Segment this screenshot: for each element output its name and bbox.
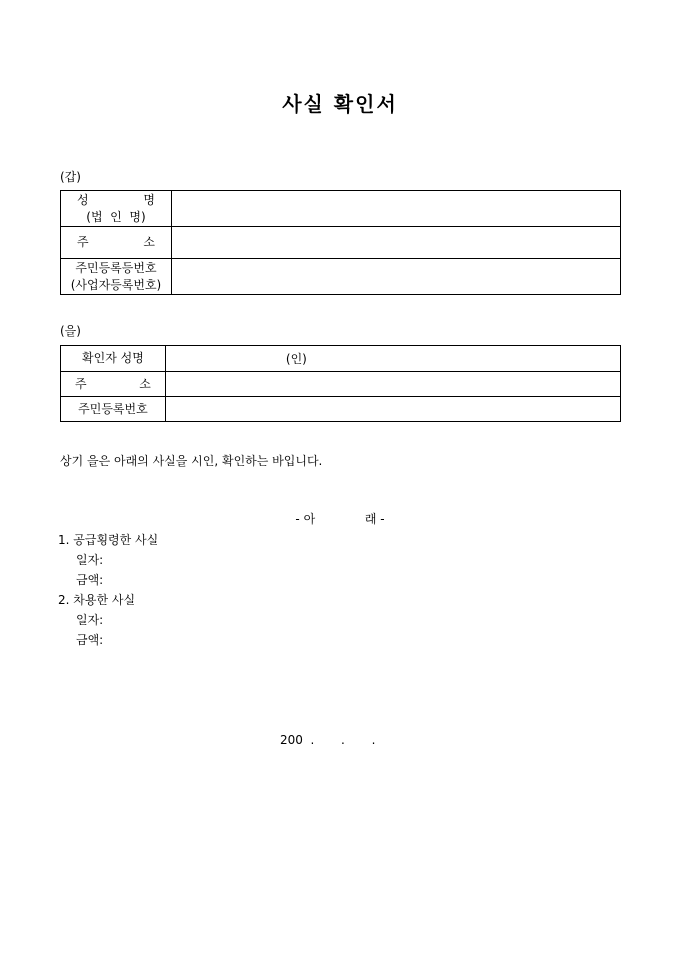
party-b-name-field[interactable]: [165, 346, 620, 372]
corporate-name-label: (법 인 명): [86, 209, 146, 224]
party-a-table: [60, 190, 621, 295]
party-b-address-field[interactable]: [165, 372, 620, 397]
list-item-title: 1. 공급횡령한 사실: [58, 533, 159, 547]
list-item-date-label: 일자:: [76, 553, 104, 567]
list-item-amount-label: 금액:: [76, 633, 104, 647]
seal-mark: (인): [285, 352, 307, 366]
address-label-b-left: 주: [75, 376, 87, 391]
party-a-name-row: [61, 191, 621, 227]
address-label-b: [61, 372, 166, 397]
name-label: [61, 191, 172, 227]
section-heading: [0, 510, 680, 527]
address-label-right: 소: [143, 235, 155, 249]
document-title: 사실 확인서: [282, 92, 398, 116]
id-label: [61, 259, 172, 295]
statement-text: 상기 을은 아래의 사실을 시인, 확인하는 바입니다.: [60, 454, 323, 468]
address-label-left: 주: [77, 235, 89, 249]
resident-number-label-b: 주민등록번호: [61, 397, 166, 422]
resident-number-label: 주민등록등번호: [75, 260, 157, 275]
address-label: [61, 227, 172, 259]
address-label-b-right: 소: [139, 376, 151, 391]
confirmer-name-label: 확인자 성명: [61, 346, 166, 372]
business-number-label: (사업자등록번호): [70, 277, 162, 292]
date-line: 200 . . .: [280, 733, 376, 747]
list-item-amount-label: 금액:: [76, 573, 104, 587]
list-item-date-label: 일자:: [76, 613, 104, 627]
party-a-label: (갑): [60, 170, 81, 184]
party-a-id-row: [61, 259, 621, 295]
party-b-name-row: [61, 346, 621, 372]
party-a-id-field[interactable]: [171, 259, 620, 295]
name-label-right: 명: [143, 192, 155, 207]
party-b-label: (을): [60, 324, 81, 338]
party-a-address-row: [61, 227, 621, 259]
party-b-id-field[interactable]: [165, 397, 620, 422]
party-b-address-row: [61, 372, 621, 397]
party-a-name-field[interactable]: [171, 191, 620, 227]
facts-list: [58, 530, 158, 650]
heading-left: - 아: [295, 512, 316, 526]
party-b-table: [60, 345, 621, 422]
list-item-title: 2. 차용한 사실: [58, 593, 136, 607]
heading-right: 래 -: [364, 512, 385, 526]
party-b-id-row: [61, 397, 621, 422]
party-a-address-field[interactable]: [171, 227, 620, 259]
name-label-left: 성: [77, 192, 89, 207]
